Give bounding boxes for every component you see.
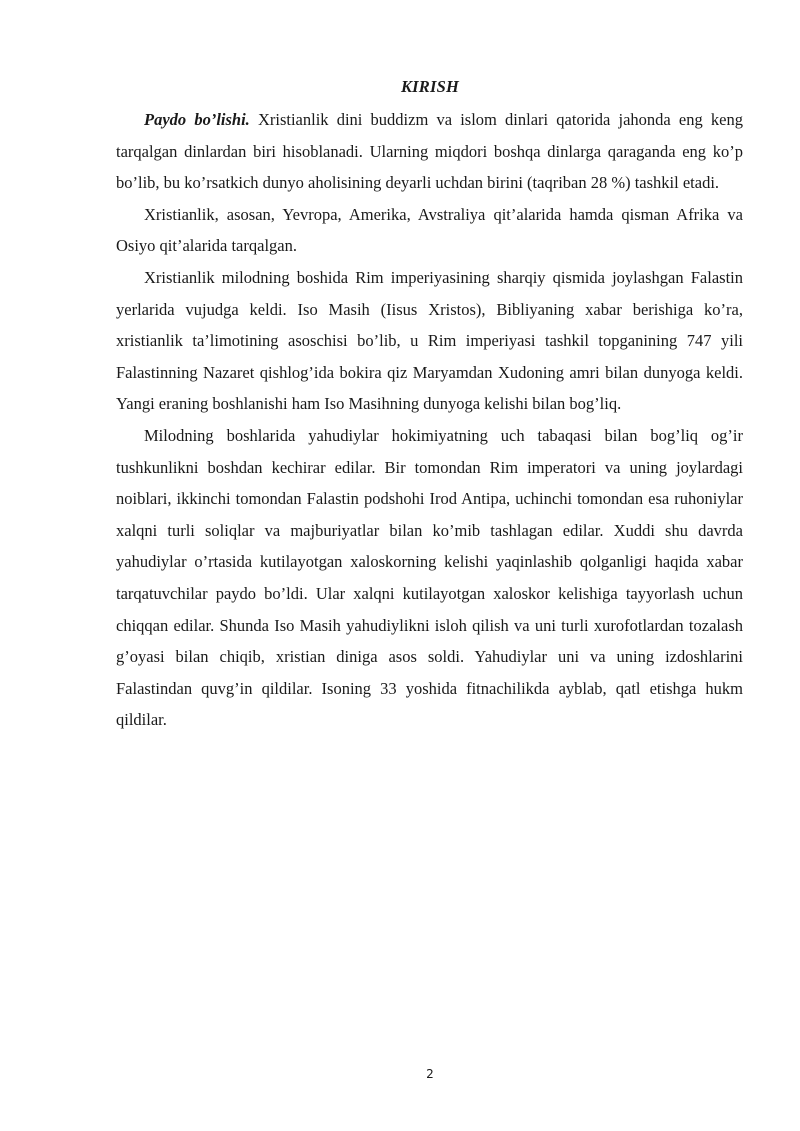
document-body — [116, 104, 743, 736]
section-heading: KIRISH — [400, 77, 460, 96]
paragraph-origin — [116, 104, 743, 199]
paragraph-spread: Xristianlik, asosan, Yevropa, Amerika, Avstraliya qit’alarida hamda qisman Afrika va Osiyo qit’alarida tarqalgan. — [116, 204, 743, 256]
paragraph-history: Milodning boshlarida yahudiylar hokimiyatning uch tabaqasi bilan bog’liq og’ir tushkunlikni boshdan kechirar edilar. Bir tomondan Rim imperatori va uning joylardagi noiblari, ikkinchi tomondan Falastin podshohi Irod Antipa, uchinchi tomondan esa ruhoniylar xalqni turli soliqlar va majburiyatlar bilan ko’mib tashlagan edilar. Xuddi shu davrda yahudiylar o’rtasida kutilayotgan xaloskorning kelishi yaqinlashib qolganligi haqida xabar tarqatuvchilar paydo bo’ldi. Ular xalqni kutilayotgan xaloskor kelishiga tayyorlash uchun chiqqan edilar. Shunda Iso Masih yahudiylikni isloh qilish va uni turli xurofotlardan tozalash g’oyasi bilan chiqib, xristian diniga asos soldi. Yahudiylar uni va uning izdoshlarini Falastindan quvg’in qildilar. Isoning 33 yoshida fitnachilikda ayblab, qatl etishga hukm qildilar. — [116, 425, 743, 730]
page-number: 2 — [426, 1067, 434, 1081]
paragraph-lead-in: Paydo bo’lishi. — [144, 110, 250, 129]
paragraph-emergence: Xristianlik milodning boshida Rim imperiyasining sharqiy qismida joylashgan Falastin yerlarida vujudga keldi. Iso Masih (Iisus Xristos), Bibliyaning xabar berishiga ko’ra, xristianlik ta’limotining asoschisi bo’lib, u Rim imperiyasi tashkil topganining 747 yili Falastinning Nazaret qishlog’ida bokira qiz Maryamdan Xudoning amri bilan dunyoga keldi. Yangi eraning boshlanishi ham Iso Masihning dunyoga kelishi bilan bog’liq. — [116, 267, 743, 414]
paragraph-text: Xristianlik dini buddizm va islom dinlari qatorida jahonda eng keng tarqalgan dinlardan biri hisoblanadi. Ularning miqdori boshqa dinlarga qaraganda eng ko’p bo’lib, bu ko’rsatkich dunyo aholisining deyarli uchdan birini (taqriban 28 %) tashkil etadi. — [116, 110, 743, 193]
